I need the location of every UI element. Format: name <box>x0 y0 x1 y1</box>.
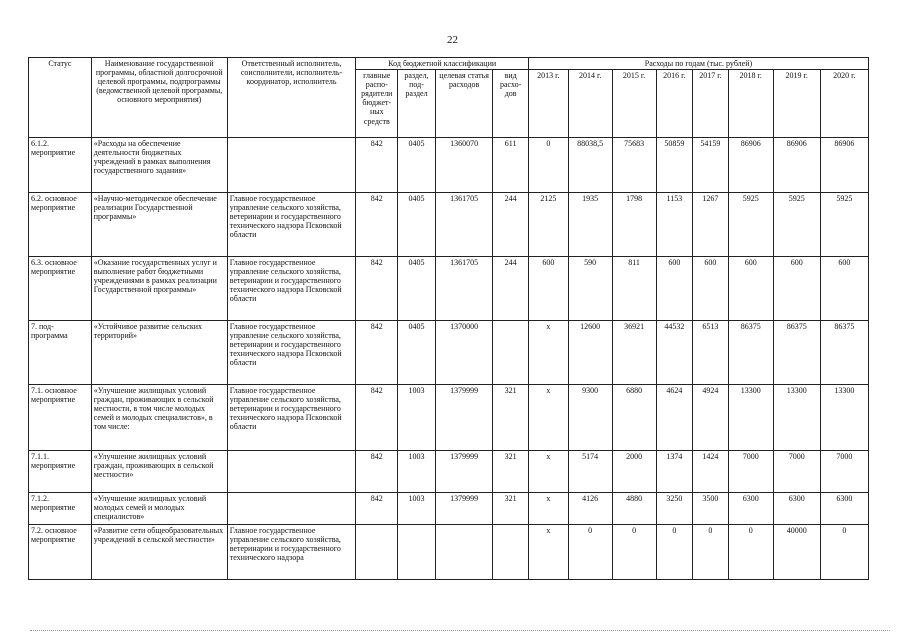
cell-vid: 321 <box>493 451 529 493</box>
page-number: 22 <box>447 34 458 46</box>
cell-statya: 1360070 <box>435 138 493 193</box>
cell-2015: 1798 <box>612 193 656 257</box>
cell-2014: 4126 <box>568 493 612 525</box>
cell-2020: 5925 <box>820 193 868 257</box>
cell-2017: 1267 <box>693 193 729 257</box>
cell-executor: Главное государственное управление сельского хозяйства, ветеринарии и государственного технического надзора Псковской области <box>227 385 356 451</box>
cell-razdel: 1003 <box>398 451 436 493</box>
header-year: 2014 г. <box>568 70 612 138</box>
cell-2018: 86375 <box>728 321 773 385</box>
cell-2019: 86906 <box>773 138 820 193</box>
cell-2015: 36921 <box>612 321 656 385</box>
cell-2016: 1374 <box>656 451 693 493</box>
header-kbk-statya: целевая статья расходов <box>435 70 493 138</box>
header-status: Статус <box>29 58 92 138</box>
cell-name: «Улучшение жилищных условий граждан, проживающих в сельской местности» <box>91 451 227 493</box>
table-row <box>29 138 869 193</box>
cell-2017: 4924 <box>693 385 729 451</box>
cell-glavnye: 842 <box>356 257 398 321</box>
cell-statya: 1361705 <box>435 257 493 321</box>
cell-vid: 321 <box>493 385 529 451</box>
cell-vid <box>493 525 529 580</box>
cell-2016: 0 <box>656 525 693 580</box>
cell-2019: 40000 <box>773 525 820 580</box>
cell-2014: 1935 <box>568 193 612 257</box>
table-row <box>29 451 869 493</box>
cell-2013: 2125 <box>528 193 568 257</box>
header-year: 2013 г. <box>528 70 568 138</box>
cell-2019: 13300 <box>773 385 820 451</box>
table-row <box>29 493 869 525</box>
table-row <box>29 257 869 321</box>
cell-status: 7.1. основное мероприятие <box>29 385 92 451</box>
cell-2019: 600 <box>773 257 820 321</box>
cell-2014: 88038,5 <box>568 138 612 193</box>
header-year: 2015 г. <box>612 70 656 138</box>
header-kbk-glavnye: главные распо-рядители бюджет-ных средств <box>356 70 398 138</box>
cell-2016: 44532 <box>656 321 693 385</box>
cell-status: 7. под-программа <box>29 321 92 385</box>
cell-2015: 6880 <box>612 385 656 451</box>
cell-2013: х <box>528 451 568 493</box>
cell-executor: Главное государственное управление сельского хозяйства, ветеринарии и государственного технического надзора <box>227 525 356 580</box>
cell-2016: 3250 <box>656 493 693 525</box>
cell-status: 7.1.2. мероприятие <box>29 493 92 525</box>
header-year: 2020 г. <box>820 70 868 138</box>
cell-name: «Расходы на обеспечение деятельности бюджетных учреждений в рамках выполнения государственного задания» <box>91 138 227 193</box>
cell-2019: 5925 <box>773 193 820 257</box>
cell-vid: 244 <box>493 193 529 257</box>
cell-2014: 590 <box>568 257 612 321</box>
cell-razdel: 0405 <box>398 257 436 321</box>
budget-table <box>28 57 869 580</box>
cell-2016: 1153 <box>656 193 693 257</box>
cell-2020: 6300 <box>820 493 868 525</box>
cell-razdel: 0405 <box>398 321 436 385</box>
header-kbk-group: Код бюджетной классификации <box>356 58 529 70</box>
cell-vid: 321 <box>493 493 529 525</box>
cell-statya: 1379999 <box>435 493 493 525</box>
cell-glavnye: 842 <box>356 451 398 493</box>
cell-2017: 600 <box>693 257 729 321</box>
cell-2014: 0 <box>568 525 612 580</box>
cell-2018: 600 <box>728 257 773 321</box>
cell-vid: 244 <box>493 257 529 321</box>
cell-2017: 6513 <box>693 321 729 385</box>
cell-2017: 0 <box>693 525 729 580</box>
header-year: 2018 г. <box>728 70 773 138</box>
cell-name: «Улучшение жилищных условий граждан, проживающих в сельской местности, в том числе молодых семей и молодых специалистов», в том числе: <box>91 385 227 451</box>
scan-noise-line <box>30 630 890 632</box>
cell-2018: 5925 <box>728 193 773 257</box>
cell-2017: 3500 <box>693 493 729 525</box>
cell-2020: 600 <box>820 257 868 321</box>
cell-name: «Научно-методическое обеспечение реализации Государственной программы» <box>91 193 227 257</box>
cell-status: 6.3. основное мероприятие <box>29 257 92 321</box>
cell-executor: Главное государственное управление сельского хозяйства, ветеринарии и государственного технического надзора Псковской области <box>227 257 356 321</box>
header-executor: Ответственный исполнитель, соисполнители, исполнитель-координатор, исполнитель <box>227 58 356 138</box>
cell-2019: 6300 <box>773 493 820 525</box>
cell-executor <box>227 138 356 193</box>
cell-razdel: 1003 <box>398 385 436 451</box>
header-kbk-razdel: раздел, под-раздел <box>398 70 436 138</box>
cell-2018: 7000 <box>728 451 773 493</box>
cell-razdel: 1003 <box>398 493 436 525</box>
cell-glavnye: 842 <box>356 321 398 385</box>
cell-2015: 4880 <box>612 493 656 525</box>
cell-glavnye: 842 <box>356 193 398 257</box>
cell-2014: 5174 <box>568 451 612 493</box>
cell-razdel: 0405 <box>398 138 436 193</box>
header-year: 2016 г. <box>656 70 693 138</box>
cell-2018: 6300 <box>728 493 773 525</box>
cell-2018: 13300 <box>728 385 773 451</box>
cell-executor: Главное государственное управление сельского хозяйства, ветеринарии и государственного технического надзора Псковской области <box>227 193 356 257</box>
header-name: Наименование государственной программы, областной долгосрочной целевой программы, подпрограммы (ведомственной целевой программы, основного мероприятия) <box>91 58 227 138</box>
cell-vid <box>493 321 529 385</box>
cell-statya: 1370000 <box>435 321 493 385</box>
cell-2020: 86906 <box>820 138 868 193</box>
cell-2020: 0 <box>820 525 868 580</box>
cell-2017: 54159 <box>693 138 729 193</box>
cell-2013: х <box>528 385 568 451</box>
cell-2013: х <box>528 525 568 580</box>
cell-2020: 86375 <box>820 321 868 385</box>
cell-2019: 86375 <box>773 321 820 385</box>
cell-2013: х <box>528 321 568 385</box>
cell-razdel: 0405 <box>398 193 436 257</box>
cell-vid: 611 <box>493 138 529 193</box>
cell-statya: 1361705 <box>435 193 493 257</box>
cell-statya: 1379999 <box>435 451 493 493</box>
cell-2016: 4624 <box>656 385 693 451</box>
cell-name: «Устойчивое развитие сельских территорий» <box>91 321 227 385</box>
table-row <box>29 193 869 257</box>
table-row <box>29 321 869 385</box>
cell-executor <box>227 451 356 493</box>
cell-2015: 0 <box>612 525 656 580</box>
cell-statya <box>435 525 493 580</box>
cell-status: 6.1.2. мероприятие <box>29 138 92 193</box>
cell-2014: 9300 <box>568 385 612 451</box>
header-kbk-vid: вид расхо-дов <box>493 70 529 138</box>
cell-glavnye: 842 <box>356 493 398 525</box>
cell-2018: 0 <box>728 525 773 580</box>
table-row <box>29 385 869 451</box>
cell-2015: 2000 <box>612 451 656 493</box>
cell-statya: 1379999 <box>435 385 493 451</box>
header-expenses-group: Расходы по годам (тыс. рублей) <box>528 58 868 70</box>
cell-2020: 13300 <box>820 385 868 451</box>
cell-razdel <box>398 525 436 580</box>
cell-2016: 600 <box>656 257 693 321</box>
cell-2017: 1424 <box>693 451 729 493</box>
cell-2016: 50859 <box>656 138 693 193</box>
table-row <box>29 525 869 580</box>
cell-executor <box>227 493 356 525</box>
header-year: 2017 г. <box>693 70 729 138</box>
cell-executor: Главное государственное управление сельского хозяйства, ветеринарии и государственного технического надзора Псковской области <box>227 321 356 385</box>
cell-name: «Улучшение жилищных условий молодых семей и молодых специалистов» <box>91 493 227 525</box>
cell-status: 6.2. основное мероприятие <box>29 193 92 257</box>
cell-glavnye <box>356 525 398 580</box>
cell-2013: 0 <box>528 138 568 193</box>
cell-2013: 600 <box>528 257 568 321</box>
cell-status: 7.1.1. мероприятие <box>29 451 92 493</box>
cell-glavnye: 842 <box>356 385 398 451</box>
cell-2020: 7000 <box>820 451 868 493</box>
cell-name: «Развитие сети общеобразовательных учреждений в сельской местности» <box>91 525 227 580</box>
header-year: 2019 г. <box>773 70 820 138</box>
cell-2015: 811 <box>612 257 656 321</box>
cell-2015: 75683 <box>612 138 656 193</box>
cell-glavnye: 842 <box>356 138 398 193</box>
cell-status: 7.2. основное мероприятие <box>29 525 92 580</box>
cell-name: «Оказание государственных услуг и выполнение работ бюджетными учреждениями в рамках реализации Государственной программы» <box>91 257 227 321</box>
cell-2018: 86906 <box>728 138 773 193</box>
cell-2013: х <box>528 493 568 525</box>
cell-2014: 12600 <box>568 321 612 385</box>
cell-2019: 7000 <box>773 451 820 493</box>
